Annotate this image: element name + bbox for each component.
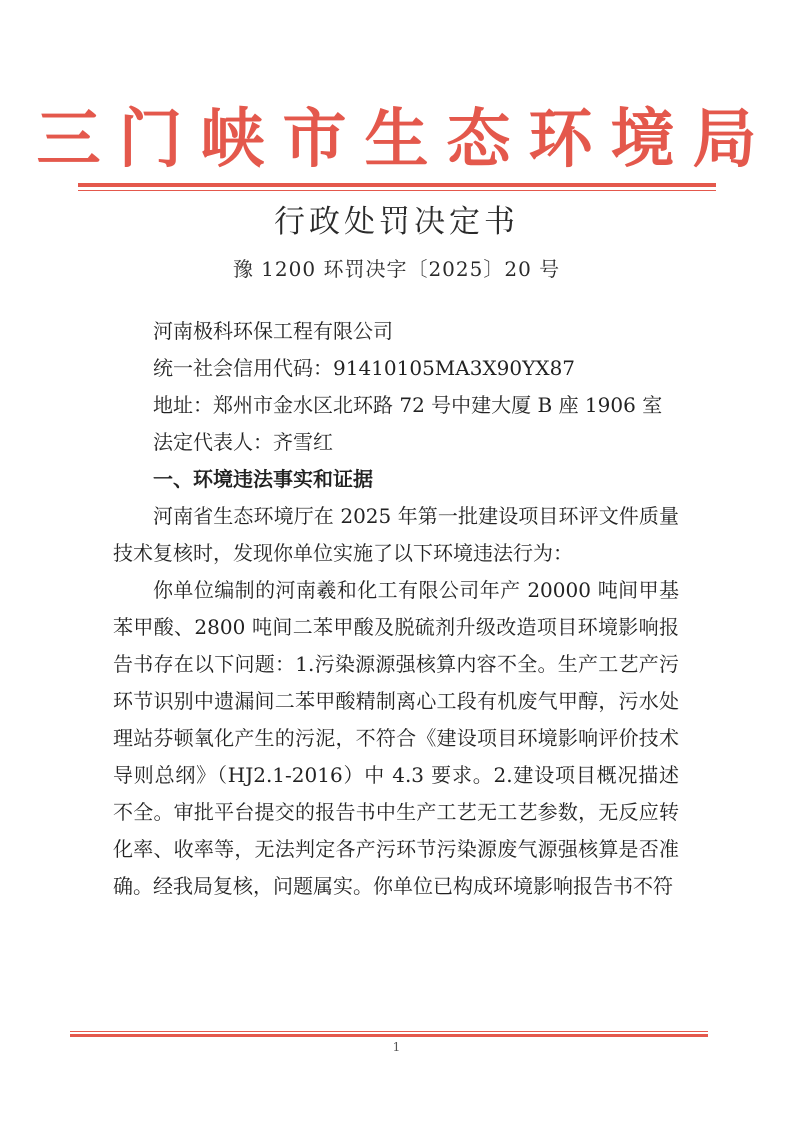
page-number: 1 <box>392 1040 401 1054</box>
header-divider <box>78 183 716 191</box>
paragraph-review: 河南省生态环境厅在 2025 年第一批建设项目环评文件质量技术复核时，发现你单位实施了以下环境违法行为： <box>113 504 679 565</box>
credit-code: 统一社会信用代码：91410105MA3X90YX87 <box>153 356 576 380</box>
org-title: 三门峡市生态环境局 <box>36 102 775 177</box>
company-name: 河南极科环保工程有限公司 <box>153 319 393 343</box>
company-address: 地址：郑州市金水区北环路 72 号中建大厦 B 座 1906 室 <box>153 393 663 417</box>
document-title: 行政处罚决定书 <box>274 204 519 240</box>
document-body <box>113 313 679 905</box>
footer-divider <box>70 1031 708 1037</box>
legal-representative: 法定代表人：齐雪红 <box>153 430 333 454</box>
paragraph-violations: 你单位编制的河南羲和化工有限公司年产 20000 吨间甲基苯甲酸、2800 吨间二苯甲酸及脱硫剂升级改造项目环境影响报告书存在以下问题：1.污染源源强核算内容不全。生产工艺产污环节识别中遗漏间二苯甲酸精制离心工段有机废气甲醇，污水处理站芬顿氧化产生的污泥，不符合《建设项目环境影响评价技术导则总纲》（HJ2.1-2016）中 4.3 要求。2.建设项目概况描述不全。审批平台提交的报告书中生产工艺无工艺参数，无反应转化率、收率等，无法判定各产污环节污染源废气源强核算是否准确。经我局复核，问题属实。你单位已构成环境影响报告书不符 <box>113 578 679 898</box>
document-number: 豫 1200 环罚决字〔2025〕20 号 <box>232 257 561 281</box>
section-heading: 一、环境违法事实和证据 <box>153 467 373 491</box>
